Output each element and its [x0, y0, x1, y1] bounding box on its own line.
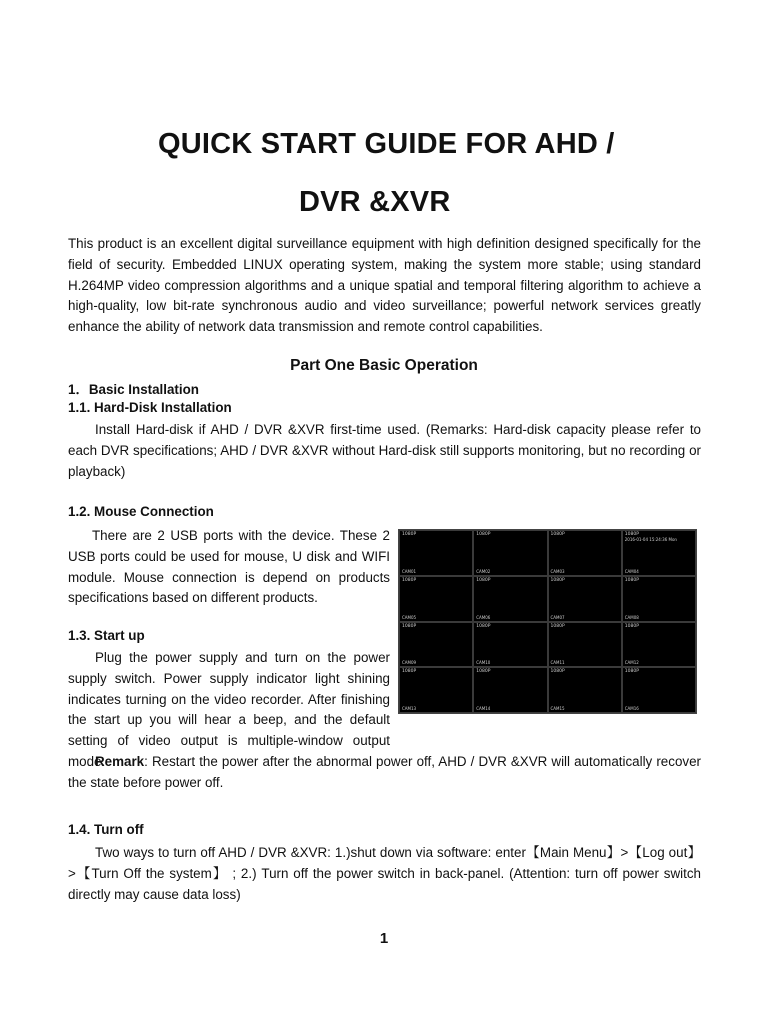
intro-paragraph: This product is an excellent digital surveillance equipment with high definition designed specifically for the field of security. Embedded LINUX operating system, making the system more stable; using standard H.264MP video compression algorithms and a unique spatial and temporal filtering algorithm to achieve a high-quality, low bit-rate synchronous audio and video surveillance; powerful network services greatly enhance the ability of network data transmission and remote control capabilities. [68, 236, 701, 335]
section-1-1-heading: 1.1. Hard-Disk Installation [68, 400, 232, 415]
camera-name-label: CAM02 [476, 568, 491, 574]
section-1-heading: 1．Basic Installation [68, 382, 199, 397]
camera-name-label: CAM07 [550, 614, 565, 620]
section-1-3-remark [68, 752, 701, 794]
camera-name-label: CAM04 [624, 568, 639, 574]
camera-resolution-label: 1080P [550, 577, 565, 583]
camera-resolution-label: 1080P [476, 532, 491, 537]
camera-timestamp: 2016-01-04 15:24:36 Mon [624, 537, 677, 542]
camera-resolution-label: 1080P [624, 669, 639, 675]
camera-name-label: CAM03 [550, 568, 565, 574]
camera-name-label: CAM12 [624, 660, 639, 666]
camera-cell [622, 530, 696, 576]
camera-resolution-label: 1080P [624, 577, 639, 583]
camera-cell [548, 622, 622, 668]
camera-cell [473, 530, 547, 576]
section-1-4-heading: 1.4. Turn off [68, 822, 144, 837]
camera-resolution-label: 1080P [550, 669, 565, 675]
camera-cell [399, 667, 473, 713]
camera-resolution-label: 1080P [624, 532, 639, 537]
section-1-3-heading: 1.3. Start up [68, 628, 145, 643]
camera-resolution-label: 1080P [402, 577, 417, 583]
multi-window-camera-grid [398, 529, 697, 714]
camera-resolution-label: 1080P [402, 669, 417, 675]
camera-resolution-label: 1080P [550, 623, 565, 629]
part-heading: Part One Basic Operation [290, 357, 478, 374]
camera-resolution-label: 1080P [624, 623, 639, 629]
section-1-4-text: Two ways to turn off AHD / DVR &XVR: 1.)shut down via software: enter【Main Menu】>【Log out】>【Turn Off the system】 ; 2.) Turn off the power switch in back-panel. (Attention: turn off power switch directly may cause data loss) [68, 845, 701, 902]
camera-cell [399, 622, 473, 668]
camera-name-label: CAM08 [624, 614, 639, 620]
camera-name-label: CAM13 [402, 706, 417, 711]
camera-resolution-label: 1080P [402, 623, 417, 629]
camera-resolution-label: 1080P [550, 532, 565, 537]
camera-name-label: CAM14 [476, 706, 491, 711]
camera-name-label: CAM01 [402, 568, 417, 574]
camera-cell [473, 622, 547, 668]
remark-label: Remark [95, 754, 145, 769]
camera-name-label: CAM09 [402, 660, 417, 666]
camera-resolution-label: 1080P [476, 623, 491, 629]
camera-cell [548, 667, 622, 713]
camera-cell [622, 576, 696, 622]
section-1-1-text: Install Hard-disk if AHD / DVR &XVR first-time used. (Remarks: Hard-disk capacity please refer to each DVR specifications; AHD / DVR &XVR without Hard-disk still supports monitoring, but no recording or playback) [68, 422, 701, 479]
camera-name-label: CAM10 [476, 660, 491, 666]
camera-cell [622, 622, 696, 668]
camera-resolution-label: 1080P [476, 669, 491, 675]
page-number: 1 [379, 930, 389, 947]
camera-cell [473, 576, 547, 622]
camera-cell [622, 667, 696, 713]
document-title-line2: DVR &XVR [299, 186, 451, 218]
section-1-3-text: Plug the power supply and turn on the power supply switch. Power supply indicator light shining indicates turning on the video recorder. After finishing the start up you will hear a beep, and the default setting of video output is multiple-window output mode. [68, 650, 390, 769]
camera-cell [473, 667, 547, 713]
camera-cell [399, 576, 473, 622]
section-1-2-heading: 1.2. Mouse Connection [68, 504, 214, 519]
camera-resolution-label: 1080P [476, 577, 491, 583]
section-1-2-text [68, 526, 390, 609]
camera-name-label: CAM16 [624, 706, 639, 711]
camera-name-label: CAM15 [550, 706, 565, 711]
camera-cell [399, 530, 473, 576]
camera-cell [548, 530, 622, 576]
camera-resolution-label: 1080P [402, 532, 417, 537]
remark-text: : Restart the power after the abnormal power off, AHD / DVR &XVR will automatically recover the state before power off. [68, 754, 701, 790]
camera-cell [548, 576, 622, 622]
camera-name-label: CAM11 [550, 660, 565, 666]
camera-name-label: CAM05 [402, 614, 417, 620]
section-1-2-body: There are 2 USB ports with the device. These 2 USB ports could be used for mouse, U disk and WIFI module. Mouse connection is depend on products specifications based on different products. [68, 528, 390, 606]
camera-name-label: CAM06 [476, 614, 491, 620]
document-title-line1: QUICK START GUIDE FOR AHD / [158, 128, 615, 160]
